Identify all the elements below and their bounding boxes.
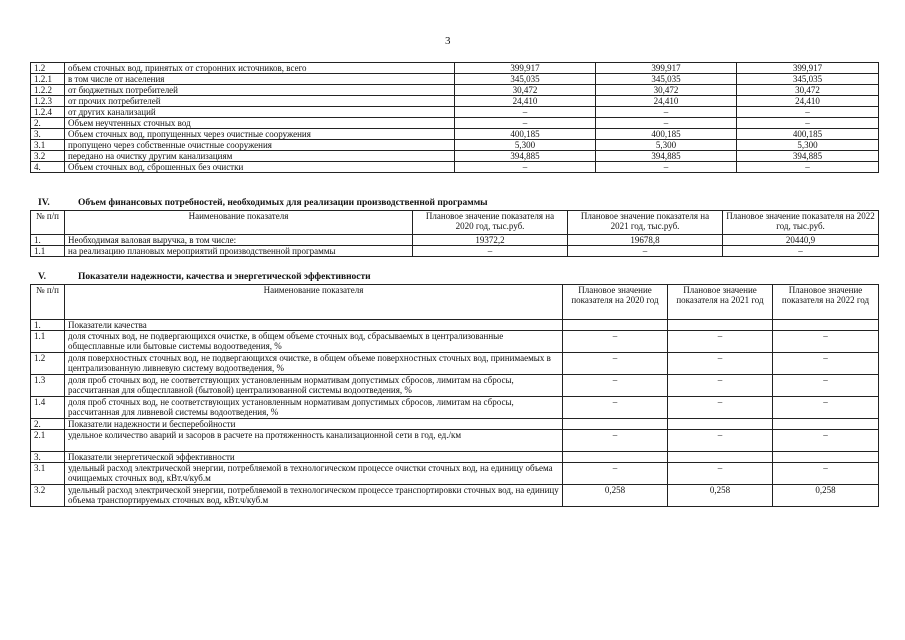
table-row <box>31 430 879 452</box>
value-2020: 5,300 <box>455 140 596 151</box>
row-name: Объем сточных вод, пропущенных через очистные сооружения <box>65 129 455 140</box>
table-row <box>31 63 879 74</box>
row-number: 3.1 <box>31 463 65 485</box>
row-number: 2.1 <box>31 430 65 452</box>
header-2020: Плановое значение показателя на 2020 год, тыс.руб. <box>413 211 568 235</box>
row-number: 3. <box>31 129 65 140</box>
row-name: Необходимая валовая выручка, в том числе: <box>65 235 413 246</box>
table-row <box>31 246 879 257</box>
section-title: Показатели надежности, качества и энергетической эффективности <box>78 272 371 282</box>
table-row <box>31 375 879 397</box>
table-row <box>31 419 879 430</box>
reliability-indicators-table <box>30 284 879 507</box>
value-2022 <box>773 320 879 331</box>
value-2021: 0,258 <box>668 485 773 507</box>
table-row <box>31 320 879 331</box>
row-name: доля сточных вод, не подвергающихся очистке, в общем объеме сточных вод, сбрасываемых в централизованные общесплавные или бытовые системы водоотведения, % <box>65 331 563 353</box>
value-2022: – <box>737 162 879 173</box>
row-name: объем сточных вод, принятых от сторонних источников, всего <box>65 63 455 74</box>
value-2022: – <box>737 118 879 129</box>
row-name: пропущено через собственные очистные сооружения <box>65 140 455 151</box>
value-2021: 5,300 <box>596 140 737 151</box>
value-2021 <box>668 320 773 331</box>
table-row <box>31 96 879 107</box>
value-2022: – <box>773 463 879 485</box>
table-row <box>31 331 879 353</box>
value-2022: – <box>773 430 879 452</box>
value-2022: – <box>773 397 879 419</box>
value-2021: 19678,8 <box>568 235 723 246</box>
row-number: 1.1 <box>31 331 65 353</box>
financial-needs-table <box>30 210 879 257</box>
value-2021: 345,035 <box>596 74 737 85</box>
value-2020: – <box>563 375 668 397</box>
value-2020: – <box>563 463 668 485</box>
value-2020: – <box>455 118 596 129</box>
value-2022: – <box>723 246 879 257</box>
header-num: № п/п <box>31 211 65 235</box>
value-2020 <box>563 320 668 331</box>
row-number: 1. <box>31 320 65 331</box>
row-number: 3. <box>31 452 65 463</box>
value-2021: – <box>568 246 723 257</box>
value-2020: 400,185 <box>455 129 596 140</box>
value-2020: – <box>563 430 668 452</box>
value-2021: 24,410 <box>596 96 737 107</box>
section-v-heading <box>38 272 371 282</box>
value-2021: – <box>596 118 737 129</box>
value-2020: 19372,2 <box>413 235 568 246</box>
value-2020: 24,410 <box>455 96 596 107</box>
wastewater-volume-table <box>30 62 879 173</box>
value-2022: 394,885 <box>737 151 879 162</box>
row-number: 1.2.3 <box>31 96 65 107</box>
value-2021: – <box>596 162 737 173</box>
row-number: 3.2 <box>31 485 65 507</box>
table-row <box>31 140 879 151</box>
table-row <box>31 235 879 246</box>
row-number: 1.1 <box>31 246 65 257</box>
value-2022: – <box>773 375 879 397</box>
value-2022: 5,300 <box>737 140 879 151</box>
row-number: 1.2.4 <box>31 107 65 118</box>
value-2020: 394,885 <box>455 151 596 162</box>
header-2021: Плановое значение показателя на 2021 год <box>668 285 773 320</box>
value-2021: 400,185 <box>596 129 737 140</box>
value-2022 <box>773 452 879 463</box>
value-2021: – <box>668 331 773 353</box>
section-number: V. <box>38 272 47 282</box>
header-2021: Плановое значение показателя на 2021 год, тыс.руб. <box>568 211 723 235</box>
row-number: 3.1 <box>31 140 65 151</box>
row-name: доля поверхностных сточных вод, не подвергающихся очистке, в общем объеме поверхностных сточных вод, принимаемых в централизованную ливневую систему водоотведения, % <box>65 353 563 375</box>
row-name: от других канализаций <box>65 107 455 118</box>
value-2021 <box>668 452 773 463</box>
row-name: удельный расход электрической энергии, потребляемой в технологическом процессе транспортировки сточных вод, на единицу объема транспортируемых сточных вод, кВт.ч/куб.м <box>65 485 563 507</box>
value-2020: – <box>455 162 596 173</box>
row-name: на реализацию плановых мероприятий производственной программы <box>65 246 413 257</box>
value-2022: 24,410 <box>737 96 879 107</box>
table-row <box>31 74 879 85</box>
row-number: 1.2.1 <box>31 74 65 85</box>
table-row <box>31 397 879 419</box>
row-name: удельный расход электрической энергии, потребляемой в технологическом процессе очистки сточных вод, на единицу объема очищаемых сточных вод, кВт.ч/куб.м <box>65 463 563 485</box>
header-name: Наименование показателя <box>65 211 413 235</box>
row-number: 1. <box>31 235 65 246</box>
row-name: Показатели энергетической эффективности <box>65 452 563 463</box>
value-2020 <box>563 419 668 430</box>
value-2022: 30,472 <box>737 85 879 96</box>
value-2021: – <box>668 463 773 485</box>
value-2020: 345,035 <box>455 74 596 85</box>
table-row <box>31 162 879 173</box>
row-name: Показатели качества <box>65 320 563 331</box>
row-number: 3.2 <box>31 151 65 162</box>
value-2022: 0,258 <box>773 485 879 507</box>
section-title: Объем финансовых потребностей, необходимых для реализации производственной программы <box>78 198 488 208</box>
value-2020: 30,472 <box>455 85 596 96</box>
header-2022: Плановое значение показателя на 2022 год, тыс.руб. <box>723 211 879 235</box>
row-name: от бюджетных потребителей <box>65 85 455 96</box>
value-2021: – <box>668 397 773 419</box>
row-number: 2. <box>31 419 65 430</box>
row-number: 1.3 <box>31 375 65 397</box>
value-2020: – <box>413 246 568 257</box>
table-row <box>31 353 879 375</box>
header-num: № п/п <box>31 285 65 320</box>
value-2020: 399,917 <box>455 63 596 74</box>
table-row <box>31 85 879 96</box>
value-2021: 394,885 <box>596 151 737 162</box>
row-name: Показатели надежности и бесперебойности <box>65 419 563 430</box>
value-2021: – <box>668 353 773 375</box>
table-row <box>31 463 879 485</box>
table-row <box>31 452 879 463</box>
row-name: в том числе от населения <box>65 74 455 85</box>
value-2022: 399,917 <box>737 63 879 74</box>
value-2021: – <box>596 107 737 118</box>
value-2022: – <box>737 107 879 118</box>
row-name: Объем сточных вод, сброшенных без очистки <box>65 162 455 173</box>
header-name: Наименование показателя <box>65 285 563 320</box>
section-iv-heading <box>38 198 488 208</box>
value-2022: 20440,9 <box>723 235 879 246</box>
value-2020 <box>563 452 668 463</box>
value-2022 <box>773 419 879 430</box>
value-2020: – <box>563 331 668 353</box>
row-name: удельное количество аварий и засоров в расчете на протяженность канализационной сети в год, ед./км <box>65 430 563 452</box>
table-row <box>31 129 879 140</box>
value-2021: – <box>668 430 773 452</box>
header-2022: Плановое значение показателя на 2022 год <box>773 285 879 320</box>
row-name: передано на очистку другим канализациям <box>65 151 455 162</box>
row-number: 4. <box>31 162 65 173</box>
value-2020: – <box>455 107 596 118</box>
value-2022: – <box>773 331 879 353</box>
table-row <box>31 485 879 507</box>
row-name: от прочих потребителей <box>65 96 455 107</box>
value-2022: – <box>773 353 879 375</box>
row-number: 1.2.2 <box>31 85 65 96</box>
value-2022: 400,185 <box>737 129 879 140</box>
value-2020: 0,258 <box>563 485 668 507</box>
page-number: 3 <box>445 35 451 47</box>
row-name: доля проб сточных вод, не соответствующих установленным нормативам допустимых сбросов, лимитам на сбросы, рассчитанная для ливневой системы водоотведения, % <box>65 397 563 419</box>
section-number: IV. <box>38 198 50 208</box>
value-2021: 30,472 <box>596 85 737 96</box>
value-2020: – <box>563 353 668 375</box>
row-number: 1.2 <box>31 353 65 375</box>
row-number: 2. <box>31 118 65 129</box>
row-number: 1.2 <box>31 63 65 74</box>
value-2021: 399,917 <box>596 63 737 74</box>
header-2020: Плановое значение показателя на 2020 год <box>563 285 668 320</box>
value-2020: – <box>563 397 668 419</box>
table-row <box>31 107 879 118</box>
row-name: доля проб сточных вод, не соответствующих установленным нормативам допустимых сбросов, лимитам на сбросы, рассчитанная для общесплавной (бытовой) централизованной системы водоотведения, % <box>65 375 563 397</box>
row-number: 1.4 <box>31 397 65 419</box>
row-name: Объем неучтенных сточных вод <box>65 118 455 129</box>
value-2021 <box>668 419 773 430</box>
value-2021: – <box>668 375 773 397</box>
value-2022: 345,035 <box>737 74 879 85</box>
table-row <box>31 151 879 162</box>
table-row <box>31 118 879 129</box>
